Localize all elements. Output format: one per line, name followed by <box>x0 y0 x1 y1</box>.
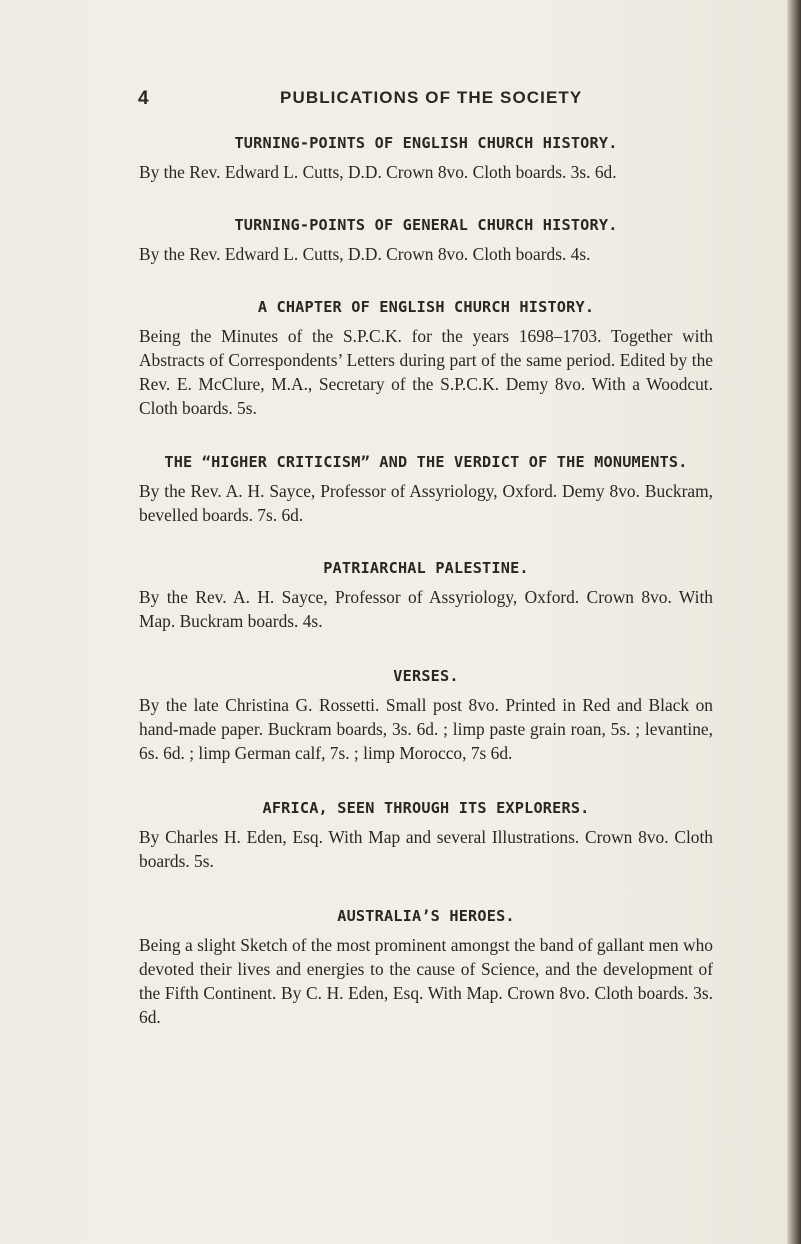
entry-title: AUSTRALIA’S HEROES. <box>337 907 515 925</box>
entry-title: AFRICA, SEEN THROUGH ITS EXPLORERS. <box>262 799 590 817</box>
entry-description: By the late Christina G. Rossetti. Small post 8vo. Printed in Red and Black on hand-made paper. Buckram boards, 3s. 6d. ; limp paste grain roan, 5s. ; levantine, 6s. 6d. ; limp German calf, 7s. ; limp Morocco, 7s 6d. <box>139 695 713 763</box>
publication-entry <box>139 296 713 420</box>
entry-title: TURNING-POINTS OF GENERAL CHURCH HISTORY. <box>234 216 618 234</box>
entry-description: Being a slight Sketch of the most prominent amongst the band of gallant men who devoted their lives and energies to the cause of Science, and the development of the Fifth Continent. By C. H. Eden, Esq. With Map. Crown 8vo. Cloth boards. 3s. 6d. <box>139 935 713 1027</box>
publication-entry <box>139 132 713 184</box>
entry-description: By Charles H. Eden, Esq. With Map and several Illustrations. Crown 8vo. Cloth boards. 5s. <box>139 827 713 871</box>
running-head: PUBLICATIONS OF THE SOCIETY <box>280 88 583 107</box>
publication-entry <box>139 797 713 873</box>
publication-entry <box>139 557 713 633</box>
page-header <box>0 88 801 112</box>
entry-description: By the Rev. Edward L. Cutts, D.D. Crown 8vo. Cloth boards. 4s. <box>139 244 591 264</box>
publication-entry <box>139 451 713 527</box>
publication-entry <box>139 905 713 1029</box>
page-edge-shadow <box>787 0 801 1244</box>
entry-title: A CHAPTER OF ENGLISH CHURCH HISTORY. <box>257 298 595 316</box>
publication-entry <box>139 214 713 266</box>
publication-list <box>139 132 713 1029</box>
entry-title: TURNING-POINTS OF ENGLISH CHURCH HISTORY. <box>234 134 618 152</box>
page-number: 4 <box>138 88 150 109</box>
entry-title: VERSES. <box>393 667 459 685</box>
entry-description: By the Rev. A. H. Sayce, Professor of Assyriology, Oxford. Demy 8vo. Buckram, bevelled boards. 7s. 6d. <box>139 481 713 525</box>
entry-description: By the Rev. Edward L. Cutts, D.D. Crown 8vo. Cloth boards. 3s. 6d. <box>139 162 617 182</box>
publication-entry <box>139 665 713 765</box>
entry-title: THE “HIGHER CRITICISM” AND THE VERDICT OF THE MONUMENTS. <box>164 453 688 471</box>
entry-description: Being the Minutes of the S.P.C.K. for the years 1698–1703. Together with Abstracts of Correspondents’ Letters during part of the same period. Edited by the Rev. E. McClure, M.A., Secretary of the S.P.C.K. Demy 8vo. With a Woodcut. Cloth boards. 5s. <box>139 326 713 418</box>
entry-description: By the Rev. A. H. Sayce, Professor of Assyriology, Oxford. Crown 8vo. With Map. Buckram boards. 4s. <box>139 587 713 631</box>
entry-title: PATRIARCHAL PALESTINE. <box>323 559 529 577</box>
